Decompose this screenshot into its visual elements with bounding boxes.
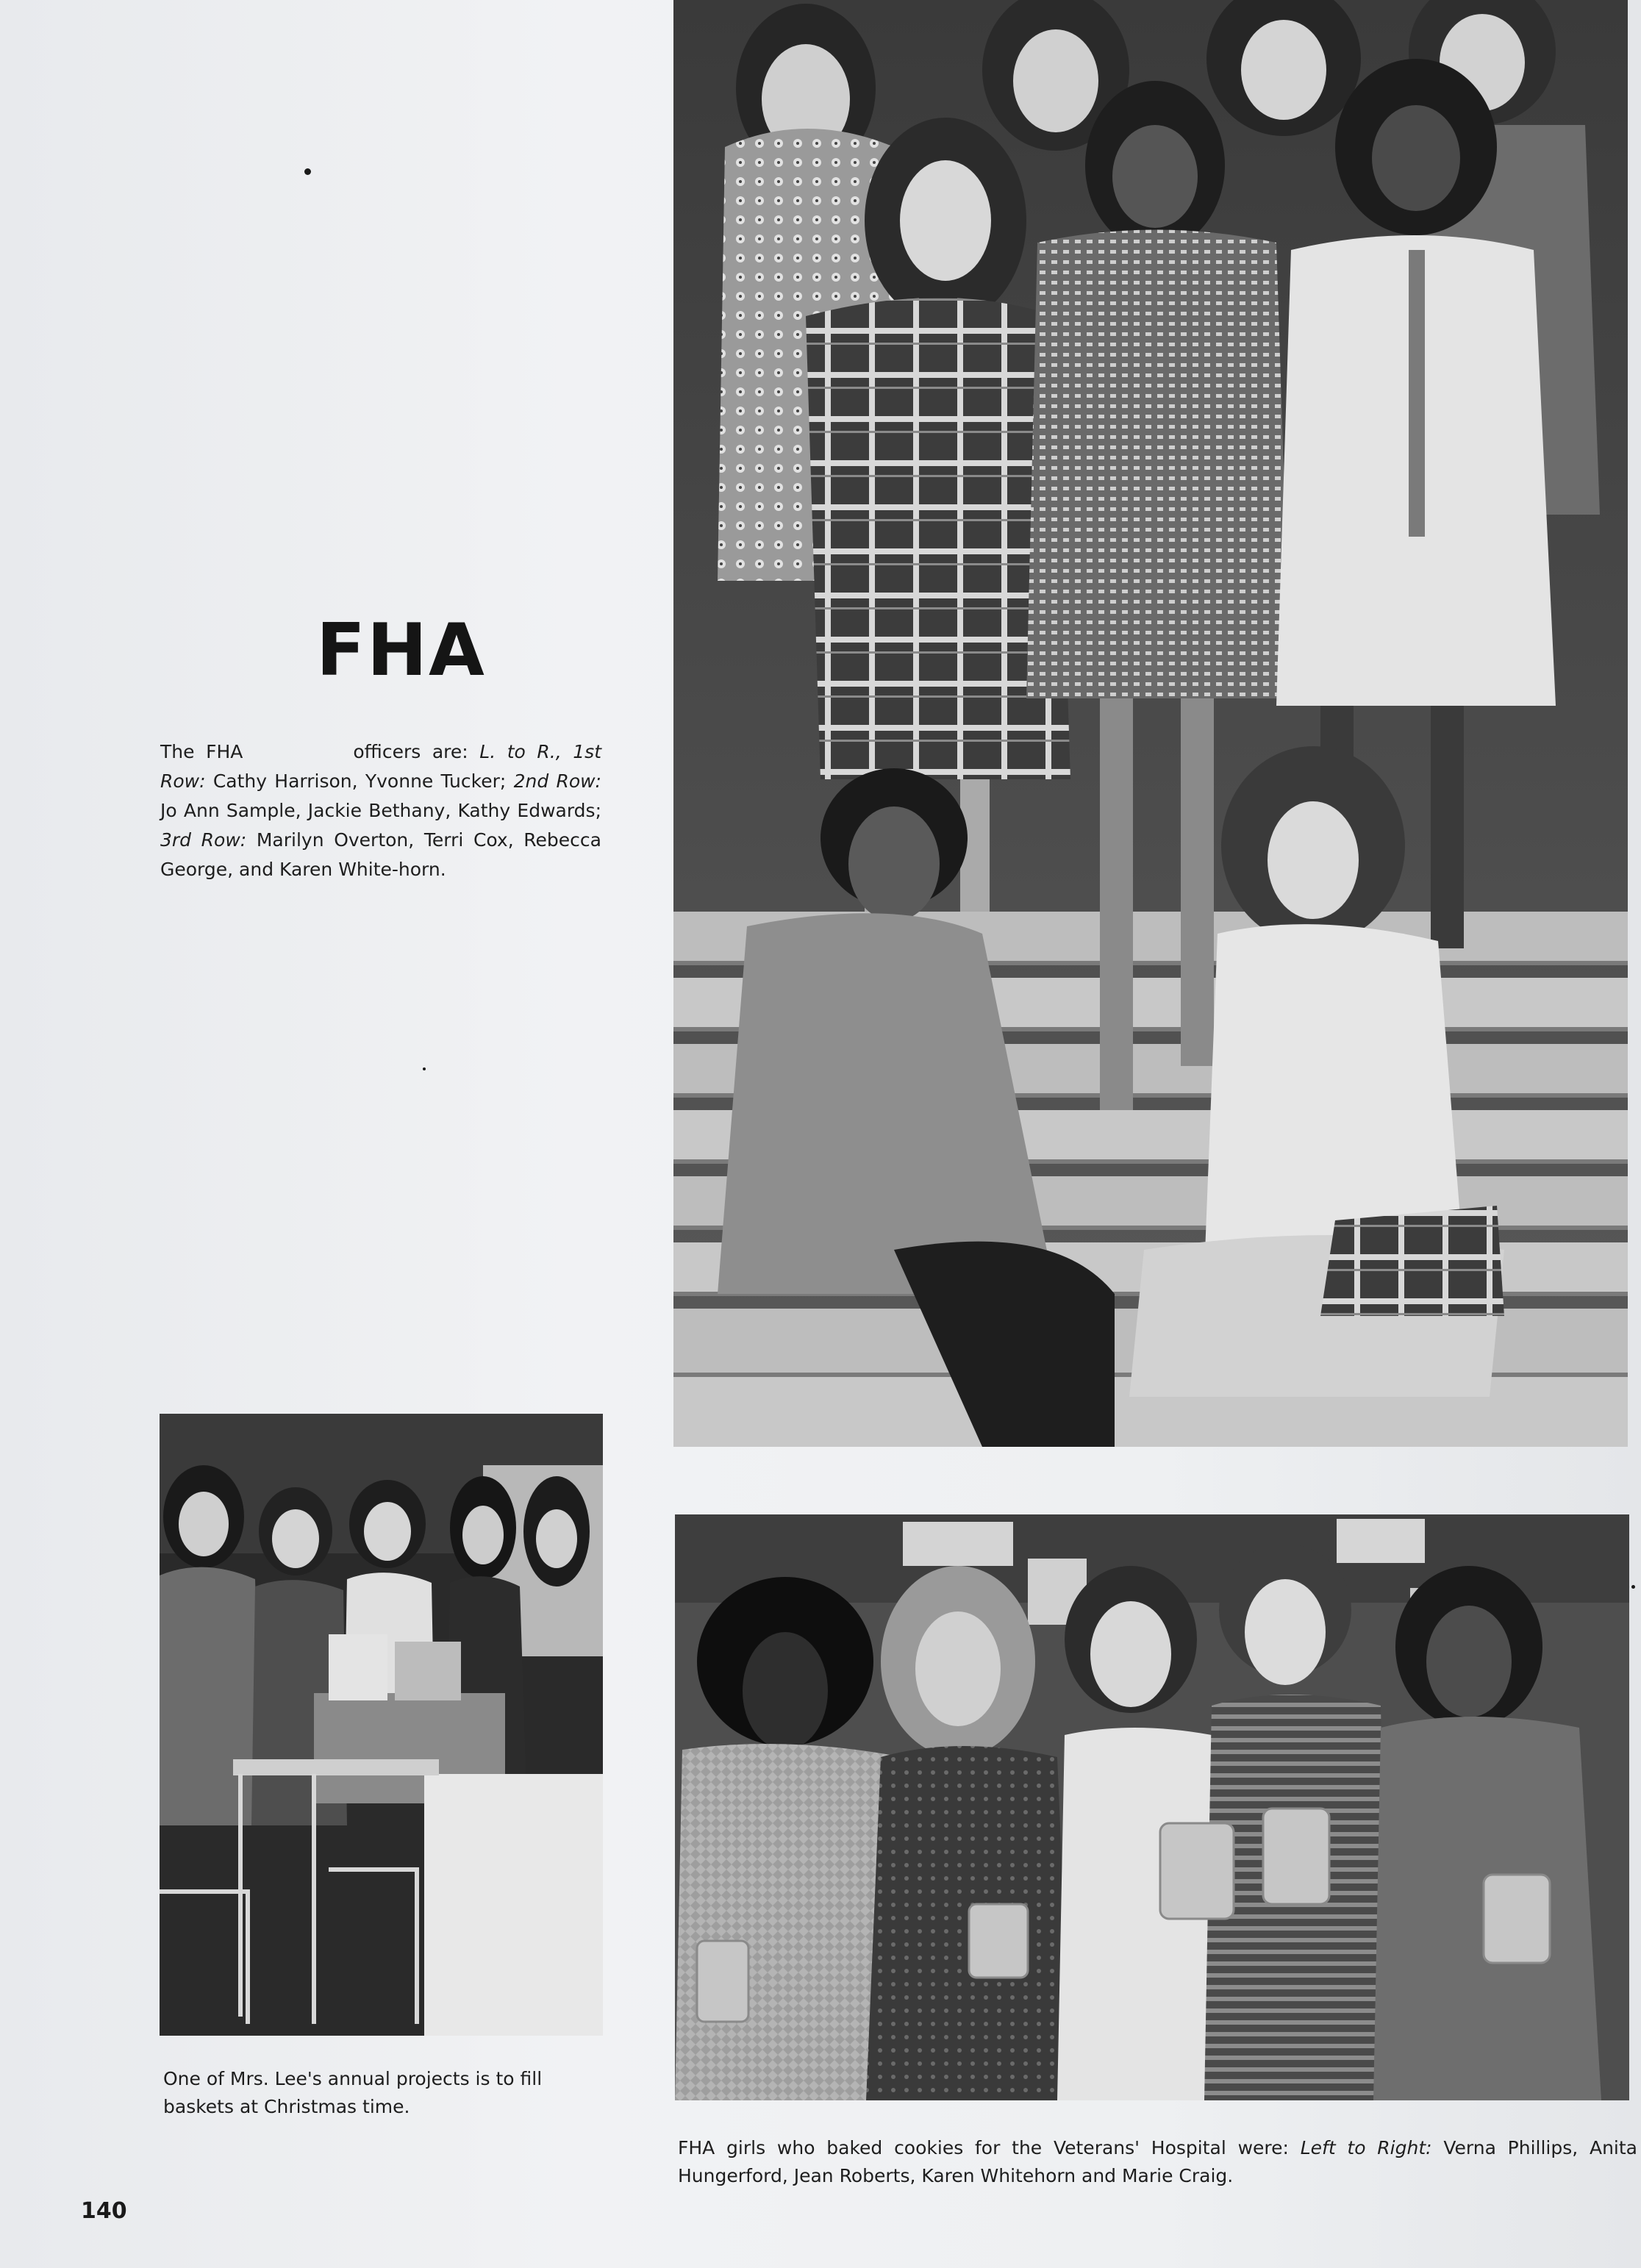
page-title: FHA: [316, 609, 486, 693]
caption-text-officers: officers are:: [353, 741, 480, 762]
officers-group-photo: [673, 0, 1628, 1447]
cookies-caption-intro: FHA girls who baked cookies for the Veterans' Hospital were:: [678, 2137, 1301, 2158]
print-speck: [423, 1067, 426, 1070]
cookies-caption: [678, 2134, 1637, 2190]
cookies-photo-illustration: [675, 1514, 1629, 2100]
caption-label-row1: L. to R., 1st Row:: [160, 741, 602, 792]
caption-label-row3: 3rd Row:: [160, 829, 247, 851]
caption-text-fha: The FHA: [160, 741, 243, 762]
cookies-caption-names: Verna Phillips, Anita Hungerford, Jean Roberts, Karen Whitehorn and Marie Craig.: [678, 2137, 1637, 2186]
caption-names-row1: Cathy Harrison, Yvonne Tucker;: [205, 770, 514, 792]
cookie-bakers-photo: [675, 1514, 1629, 2100]
officers-photo-illustration: [673, 0, 1628, 1447]
page-number: 140: [81, 2198, 127, 2224]
print-speck: [304, 168, 311, 175]
caption-names-row2: Jo Ann Sample, Jackie Bethany, Kathy Edwards;: [160, 800, 601, 821]
baskets-photo-illustration: [160, 1414, 603, 2036]
christmas-baskets-photo: [160, 1414, 603, 2036]
caption-label-row2: 2nd Row:: [513, 770, 601, 792]
caption-names-row3: Marilyn Overton, Terri Cox, Rebecca George, and Karen White-horn.: [160, 829, 601, 880]
baskets-caption: One of Mrs. Lee's annual projects is to fill baskets at Christmas time.: [163, 2068, 543, 2117]
cookies-caption-label: Left to Right:: [1300, 2137, 1432, 2158]
officers-caption: [160, 737, 601, 884]
print-speck: [1631, 1585, 1635, 1589]
